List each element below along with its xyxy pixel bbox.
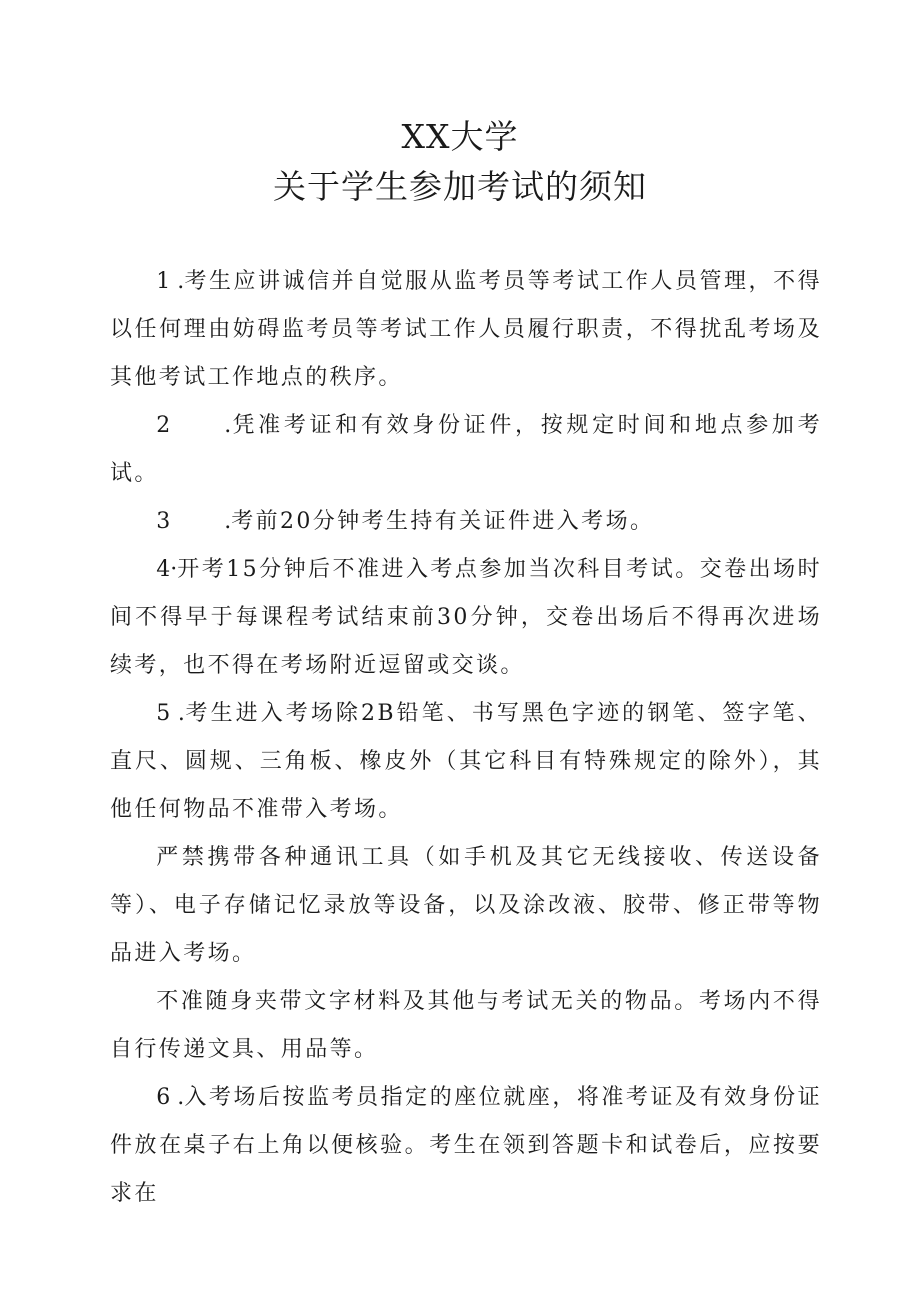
rule-text: 入考场后按监考员指定的座位就座，将准考证及有效身份证件放在桌子右上角以便核验。考生在领到答题卡和试卷后，应按要求在 — [110, 1085, 822, 1206]
rule-separator: . — [224, 509, 232, 534]
rule-text: 凭准考证和有效身份证件，按规定时间和地点参加考试。 — [110, 413, 822, 486]
rule-paragraph-5 — [110, 690, 822, 834]
title-university: XX大学 — [401, 117, 519, 156]
rule-separator: . — [170, 701, 185, 726]
rule-text: 考生应讲诚信并自觉服从监考员等考试工作人员管理，不得以任何理由妨碍监考员等考试工作人员履行职责，不得扰乱考场及其他考试工作地点的秩序。 — [110, 269, 822, 390]
document-body — [110, 258, 822, 1218]
rule-paragraph-6 — [110, 1074, 822, 1218]
rule-paragraph-4 — [110, 546, 822, 690]
rule-number: 4 — [156, 557, 171, 582]
rule-number: 5 — [156, 701, 171, 726]
rule-separator: . — [170, 269, 185, 294]
rule-text: 严禁携带各种通讯工具（如手机及其它无线接收、传送设备等）、电子存储记忆录放等设备，以及涂改液、胶带、修正带等物品进入考场。 — [110, 845, 822, 966]
title-notice: 关于学生参加考试的须知 — [273, 167, 647, 206]
rule-number: 1 — [156, 269, 171, 294]
rule-separator: . — [170, 1085, 185, 1110]
rule-number: 3 — [156, 509, 171, 534]
rule-paragraph-3 — [110, 498, 822, 546]
rule-text: 考生进入考场除2B铅笔、书写黑色字迹的钢笔、签字笔、直尺、圆规、三角板、橡皮外（其它科目有特殊规定的除外），其他任何物品不准带入考场。 — [110, 701, 822, 822]
rule-paragraph-1 — [110, 258, 822, 402]
rule-paragraph-5-devices — [110, 834, 822, 978]
rule-text: 考前20分钟考生持有关证件进入考场。 — [231, 509, 655, 534]
rule-separator: . — [224, 413, 232, 438]
rule-paragraph-2 — [110, 402, 822, 498]
document-title — [0, 112, 920, 212]
rule-number: 6 — [156, 1085, 171, 1110]
rule-separator: · — [170, 557, 178, 582]
rule-number: 2 — [156, 413, 171, 438]
rule-text: 不准随身夹带文字材料及其他与考试无关的物品。考场内不得自行传递文具、用品等。 — [110, 989, 822, 1062]
rule-paragraph-5-materials — [110, 978, 822, 1074]
rule-text: 开考15分钟后不准进入考点参加当次科目考试。交卷出场时间不得早于每课程考试结束前30分钟，交卷出场后不得再次进场续考，也不得在考场附近逗留或交谈。 — [110, 557, 822, 678]
